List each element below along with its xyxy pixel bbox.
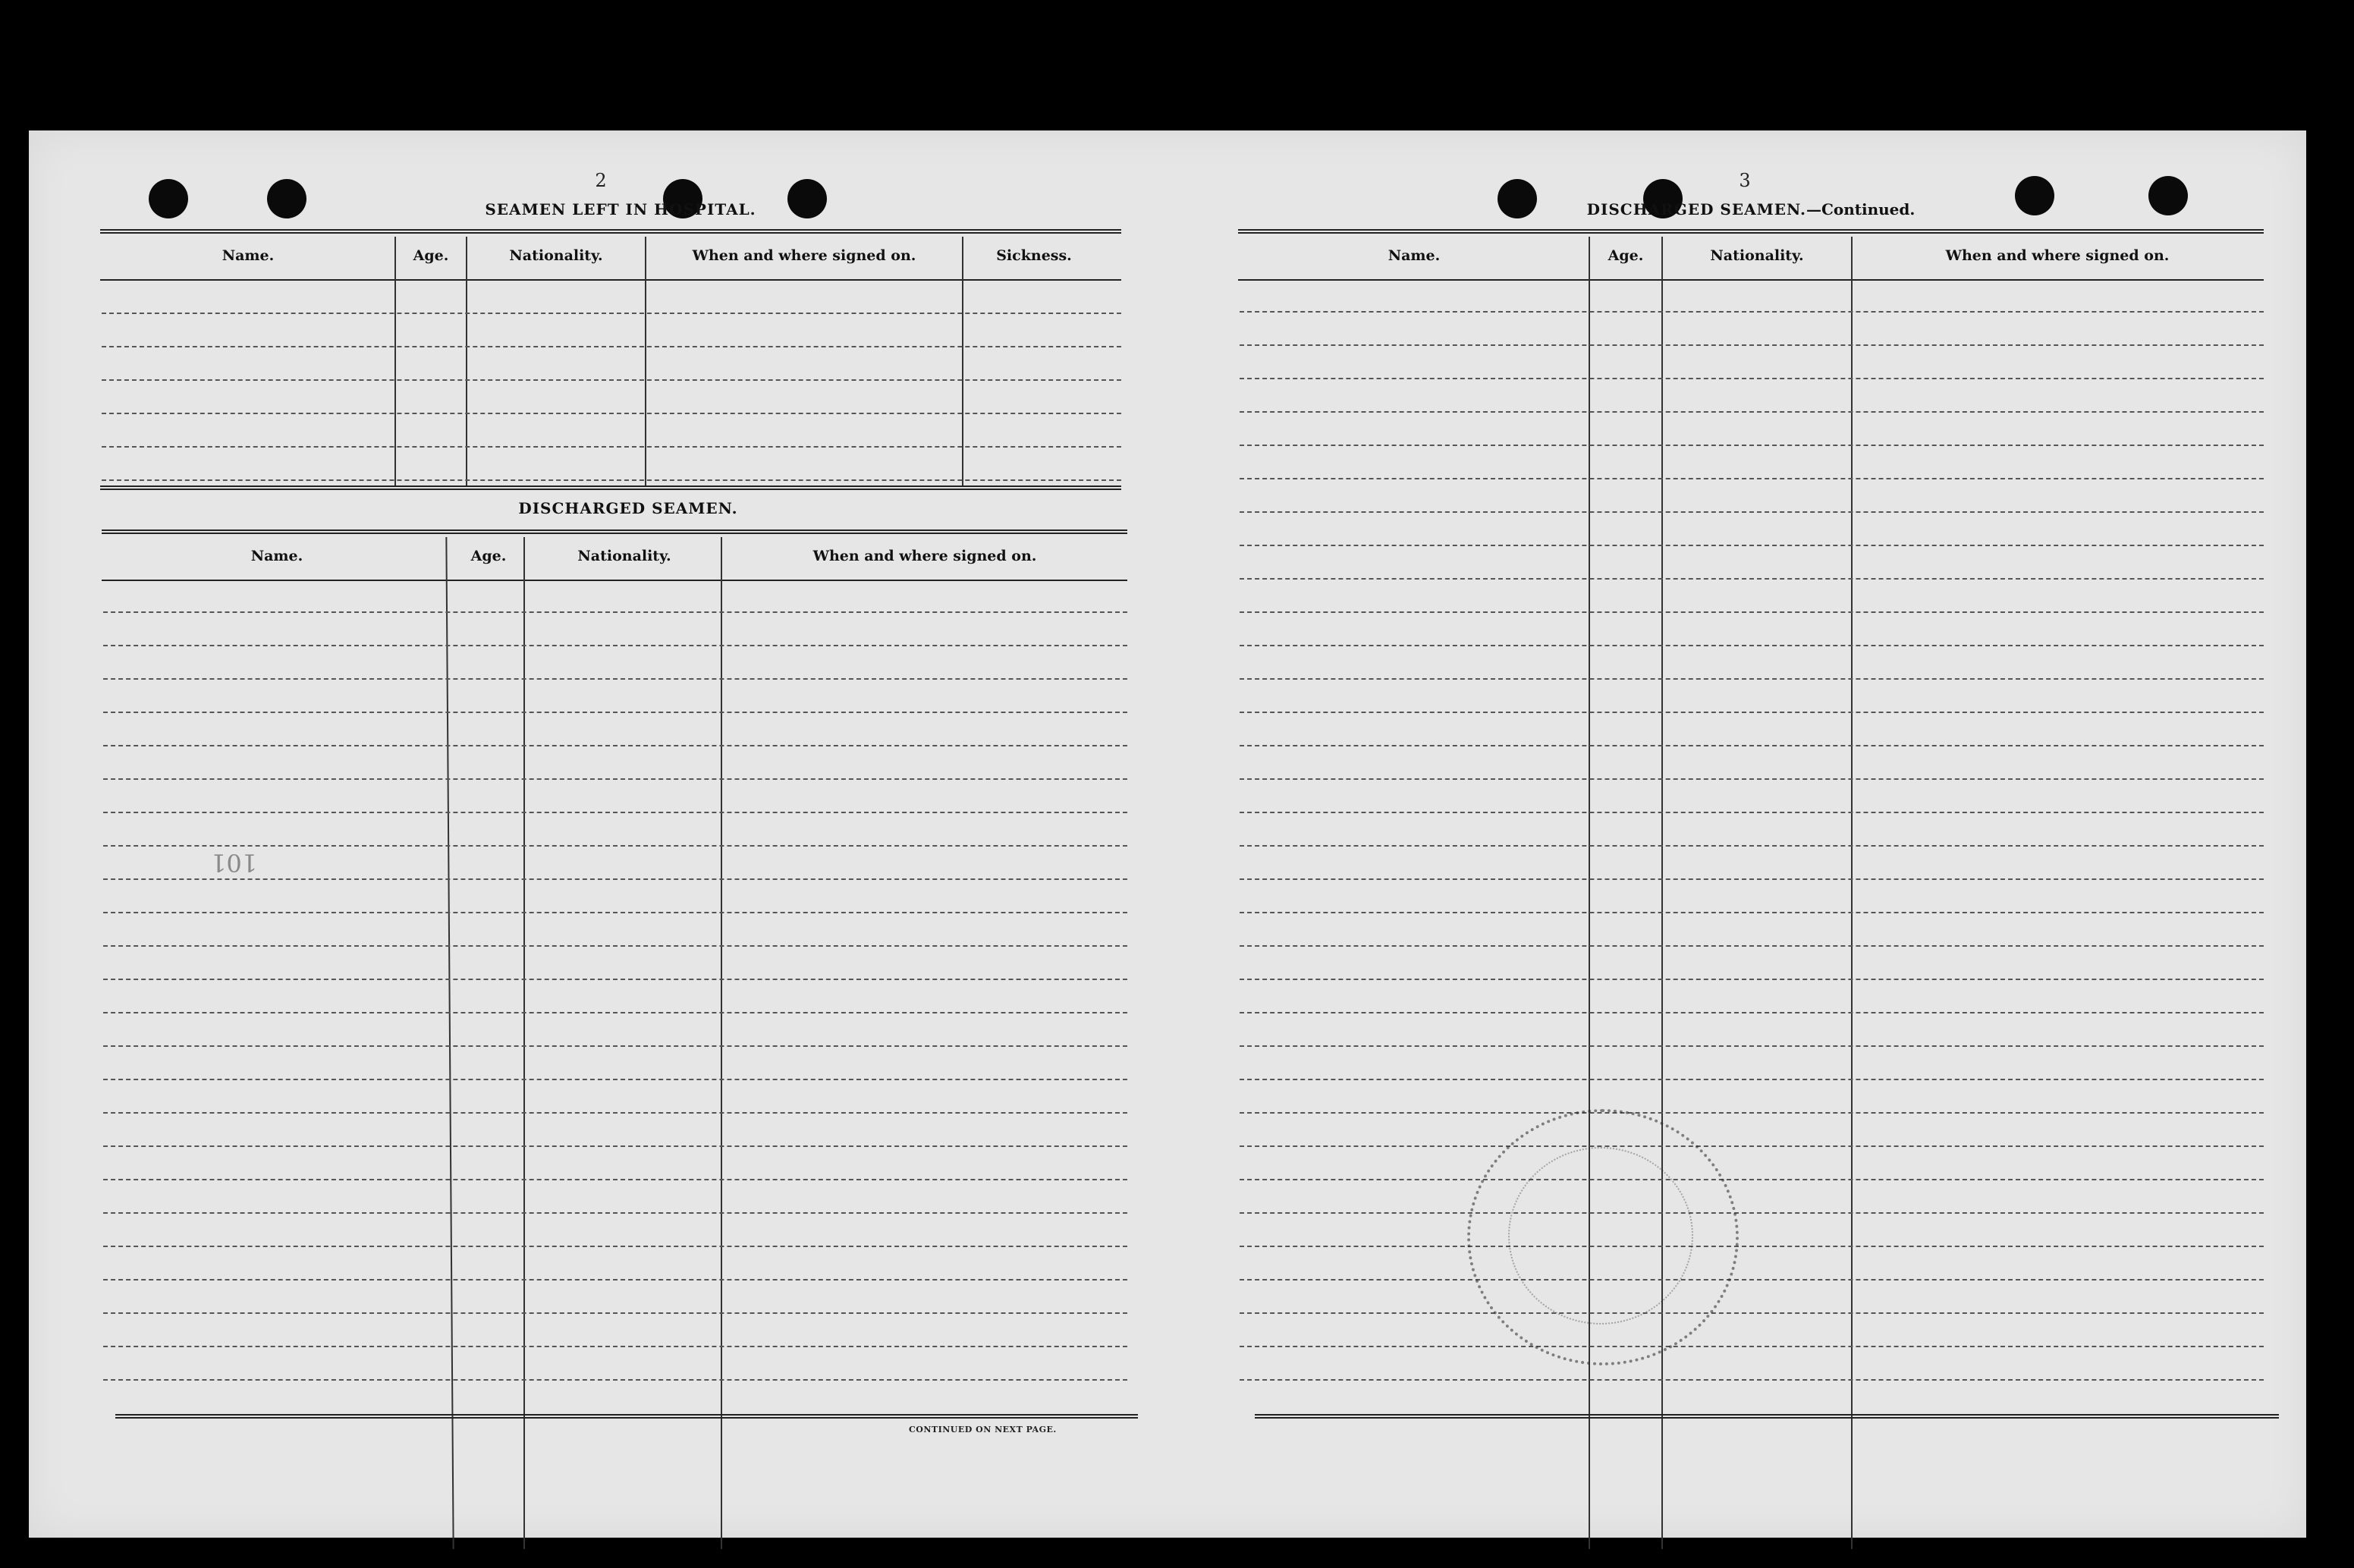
right-ruled-line <box>1240 878 2264 880</box>
right-col-name: Name. <box>1388 247 1441 264</box>
discharged-ruled-line <box>103 1346 1127 1347</box>
discharged-ruled-line <box>103 1145 1127 1147</box>
margin-mark: 101 <box>211 848 258 877</box>
discharged-divider <box>721 537 722 1549</box>
right-divider <box>1851 237 1853 1549</box>
continued-note: CONTINUED ON NEXT PAGE. <box>909 1425 1057 1434</box>
right-col-age: Age. <box>1608 247 1644 264</box>
hospital-ruled-line <box>102 346 1121 347</box>
hospital-col-nationality: Nationality. <box>509 247 603 264</box>
hospital-divider <box>645 237 646 485</box>
hospital-section-title: SEAMEN LEFT IN HOSPITAL. <box>485 200 756 218</box>
punch-hole <box>2148 176 2188 215</box>
hospital-divider <box>962 237 963 485</box>
hospital-header-rule <box>100 279 1121 281</box>
discharged-col-nationality: Nationality. <box>577 548 671 564</box>
discharged-top-rule <box>102 529 1127 534</box>
right-ruled-line <box>1240 745 2264 746</box>
discharged-header-rule <box>102 580 1127 581</box>
right-ruled-line <box>1240 645 2264 646</box>
discharged-ruled-line <box>103 878 1127 880</box>
right-ruled-line <box>1240 1246 2264 1247</box>
right-ruled-line <box>1240 445 2264 446</box>
discharged-ruled-line <box>103 979 1127 980</box>
right-ruled-line <box>1240 478 2264 479</box>
ledger-sheet <box>29 130 2306 1538</box>
right-ruled-line <box>1240 1279 2264 1280</box>
page-number-right: 3 <box>1739 170 1751 191</box>
discharged-bottom-rule <box>115 1414 1138 1419</box>
discharged-divider <box>523 537 525 1549</box>
hospital-ruled-line <box>102 379 1121 381</box>
right-ruled-line <box>1240 611 2264 613</box>
discharged-divider <box>445 537 454 1549</box>
discharged-ruled-line <box>103 778 1127 780</box>
discharged-col-name: Name. <box>250 548 303 564</box>
right-ruled-line <box>1240 1045 2264 1047</box>
right-ruled-line <box>1240 1212 2264 1214</box>
right-bottom-rule <box>1255 1414 2279 1419</box>
discharged-ruled-line <box>103 1246 1127 1247</box>
discharged-ruled-line <box>103 1179 1127 1180</box>
right-ruled-line <box>1240 578 2264 580</box>
right-section-title <box>1538 200 1963 218</box>
right-header-rule <box>1238 279 2264 281</box>
right-ruled-line <box>1240 311 2264 313</box>
discharged-ruled-line <box>103 645 1127 646</box>
right-ruled-line <box>1240 1346 2264 1347</box>
discharged-ruled-line <box>103 712 1127 713</box>
hospital-ruled-line <box>102 313 1121 314</box>
discharged-section-title: DISCHARGED SEAMEN. <box>518 499 738 517</box>
right-section-title-text: DISCHARGED SEAMEN. <box>1586 200 1806 218</box>
right-ruled-line <box>1240 712 2264 713</box>
right-top-rule <box>1238 229 2264 234</box>
discharged-ruled-line <box>103 912 1127 913</box>
hospital-divider <box>394 237 396 485</box>
right-col-signed-on: When and where signed on. <box>1945 247 2170 264</box>
right-ruled-line <box>1240 545 2264 546</box>
punch-hole <box>267 179 306 218</box>
hospital-col-signed-on: When and where signed on. <box>692 247 916 264</box>
right-ruled-line <box>1240 979 2264 980</box>
right-ruled-line <box>1240 812 2264 813</box>
discharged-col-signed-on: When and where signed on. <box>812 548 1037 564</box>
right-ruled-line <box>1240 378 2264 379</box>
right-ruled-line <box>1240 344 2264 346</box>
hospital-col-age: Age. <box>413 247 449 264</box>
discharged-ruled-line <box>103 945 1127 947</box>
right-section-title-suffix: —Continued. <box>1806 200 1916 218</box>
punch-hole <box>2015 176 2054 215</box>
punch-hole <box>1498 179 1537 218</box>
discharged-ruled-line <box>103 1079 1127 1080</box>
right-ruled-line <box>1240 1112 2264 1114</box>
discharged-ruled-line <box>103 1012 1127 1013</box>
discharged-col-age: Age. <box>470 548 507 564</box>
page-number-left: 2 <box>595 170 607 191</box>
right-ruled-line <box>1240 1312 2264 1314</box>
right-ruled-line <box>1240 945 2264 947</box>
right-ruled-line <box>1240 1145 2264 1147</box>
punch-hole <box>149 179 188 218</box>
hospital-ruled-line <box>102 413 1121 414</box>
right-ruled-line <box>1240 1379 2264 1381</box>
hospital-bottom-rule <box>100 485 1121 490</box>
right-ruled-line <box>1240 511 2264 513</box>
hospital-top-rule <box>100 229 1121 234</box>
discharged-ruled-line <box>103 678 1127 680</box>
right-ruled-line <box>1240 1179 2264 1180</box>
discharged-ruled-line <box>103 745 1127 746</box>
discharged-ruled-line <box>103 845 1127 847</box>
discharged-ruled-line <box>103 1112 1127 1114</box>
discharged-ruled-line <box>103 1312 1127 1314</box>
right-ruled-line <box>1240 778 2264 780</box>
hospital-col-sickness: Sickness. <box>996 247 1072 264</box>
customs-stamp-inner <box>1508 1147 1693 1324</box>
hospital-ruled-line <box>102 479 1121 481</box>
discharged-ruled-line <box>103 1045 1127 1047</box>
hospital-divider <box>466 237 467 485</box>
right-col-nationality: Nationality. <box>1710 247 1804 264</box>
discharged-ruled-line <box>103 1379 1127 1381</box>
right-ruled-line <box>1240 845 2264 847</box>
right-ruled-line <box>1240 912 2264 913</box>
right-ruled-line <box>1240 1012 2264 1013</box>
discharged-ruled-line <box>103 1212 1127 1214</box>
discharged-ruled-line <box>103 1279 1127 1280</box>
discharged-ruled-line <box>103 611 1127 613</box>
right-ruled-line <box>1240 1079 2264 1080</box>
right-ruled-line <box>1240 411 2264 413</box>
discharged-ruled-line <box>103 812 1127 813</box>
hospital-col-name: Name. <box>222 247 275 264</box>
right-ruled-line <box>1240 678 2264 680</box>
hospital-ruled-line <box>102 446 1121 448</box>
